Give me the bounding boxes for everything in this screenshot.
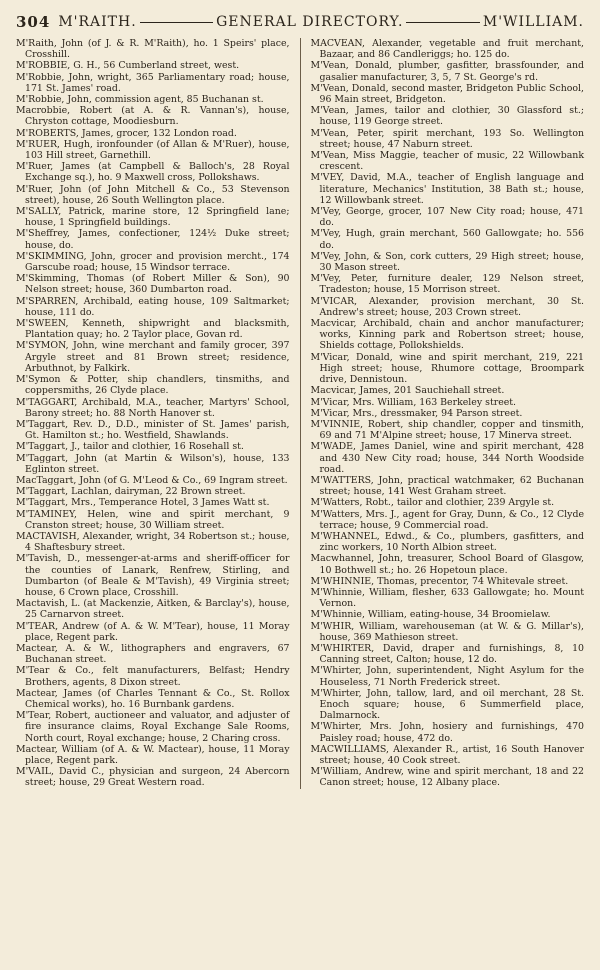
directory-entry: MACVEAN, Alexander, vegetable and fruit merchant, Bazaar, and 86 Candleriggs; ho. 125 do. [310, 38, 585, 61]
directory-entry: M'Whirter, John, superintendent, Night Asylum for the Houseless, 71 North Frederick street. [310, 665, 585, 688]
directory-entry: M'TEAR, Andrew (of A. & W. M'Tear), house, 11 Moray place, Regent park. [16, 620, 290, 643]
directory-entry: M'WHANNEL, Edwd., & Co., plumbers, gasfitters, and zinc workers, 10 North Albion street. [310, 530, 585, 554]
directory-entry: M'Vicar, Mrs. William, 163 Berkeley street. [310, 396, 517, 408]
page-number: 304 [16, 13, 51, 31]
directory-entry: M'Taggart, J., tailor and clothier, 16 Rosehall st. [16, 441, 244, 453]
directory-entry: M'RUER, Hugh, ironfounder (of Allan & M'Ruer), house, 103 Hill street, Garnethill. [16, 138, 290, 162]
directory-entry: M'Vean, Peter, spirit merchant, 193 So. Wellington street; house, 47 Naburn street. [310, 127, 585, 150]
directory-entry: M'SKIMMING, John, grocer and provision mercht., 174 Garscube road; house, 15 Windsor terrace. [16, 250, 290, 274]
directory-entry: M'Tear, Robert, auctioneer and valuator, and adjuster of fire insurance claims, Royal Exchange Sale Rooms, North court, Royal exchange; house, 2 Charing cross. [16, 710, 290, 744]
directory-entry: M'TAMINEY, Helen, wine and spirit merchant, 9 Cranston street; house, 30 William street. [16, 508, 290, 531]
directory-entry: M'VAIL, David C., physician and surgeon, 24 Abercorn street; house, 29 Great Western road. [16, 766, 290, 789]
directory-entry: M'William, Andrew, wine and spirit merchant, 18 and 22 Canon street; house, 12 Albany place. [310, 766, 585, 789]
directory-entry: M'Ruer, James (at Campbell & Balloch's, 28 Royal Exchange sq.), ho. 9 Maxwell cross, Pollokshaws. [16, 161, 290, 184]
page-header [16, 0, 584, 38]
directory-entry: M'WHIR, William, warehouseman (at W. & G. Millar's), house, 369 Mathieson street. [310, 620, 585, 643]
directory-entry: MACTAVISH, Alexander, wright, 34 Robertson st.; house, 4 Shaftesbury street. [16, 530, 290, 554]
directory-entry: M'Taggart, John (at Martin & Wilson's), house, 133 Eglinton street. [16, 452, 290, 475]
running-head [58, 14, 584, 30]
directory-entry: M'Whinnie, William, eating-house, 34 Broomielaw. [310, 609, 551, 621]
directory-entry: M'Symon & Potter, ship chandlers, tinsmiths, and coppersmiths, 26 Clyde place. [16, 374, 290, 397]
directory-entry: Macrobbie, Robert (at A. & R. Vannan's), house, Chryston cottage, Moodiesburn. [16, 105, 290, 128]
left-column [16, 38, 290, 789]
directory-entry: M'VICAR, Alexander, provision merchant, 30 St. Andrew's street; house, 203 Crown street. [310, 295, 585, 318]
column-divider [300, 38, 301, 789]
directory-entry: M'Sheffrey, James, confectioner, 124½ Duke street; house, do. [16, 228, 290, 251]
directory-entry: M'SALLY, Patrick, marine store, 12 Springfield lane; house, 1 Springfield buildings. [16, 206, 290, 229]
directory-entry: M'WHIRTER, David, draper and furnishings, 8, 10 Canning street, Calton; house, 12 do. [310, 642, 585, 666]
directory-entry: Mactear, William (of A. & W. Mactear), house, 11 Moray place, Regent park. [16, 743, 290, 766]
directory-entry: M'Taggart, Rev. D., D.D., minister of St. James' parish, Gt. Hamilton st.; ho. Westfield, Shawlands. [16, 418, 290, 442]
directory-entry: M'WADE, James Daniel, wine and spirit merchant, 428 and 430 New City road; house, 344 North Woodside road. [310, 441, 585, 475]
right-column [311, 38, 585, 789]
directory-entry: M'Tear & Co., felt manufacturers, Belfast; Hendry Brothers, agents, 8 Dixon street. [16, 665, 290, 688]
header-rule-left [140, 22, 213, 23]
directory-entry: M'Ruer, John (of John Mitchell & Co., 53 Stevenson street), house, 26 South Wellington place. [16, 183, 290, 206]
directory-entry: M'VEY, David, M.A., teacher of English language and literature, Mechanics' Institution, 38 Bath st.; house, 12 Willowbank street. [310, 172, 585, 206]
directory-entry: M'WATTERS, John, practical watchmaker, 62 Buchanan street; house, 141 West Graham street. [310, 474, 585, 498]
directory-entry: M'Vicar, Mrs., dressmaker, 94 Parson street. [310, 407, 523, 419]
directory-entry: Macvicar, James, 201 Sauchiehall street. [310, 385, 505, 397]
directory-entry: M'Vey, John, & Son, cork cutters, 29 High street; house, 30 Mason street. [310, 250, 585, 274]
header-rule-right [406, 22, 479, 23]
directory-entry: M'Skimming, Thomas (of Robert Miller & Son), 90 Nelson street; house, 360 Dumbarton road. [16, 273, 290, 296]
directory-entry: M'SYMON, John, wine merchant and family grocer, 397 Argyle street and 81 Brown street; residence, Arbuthnot, by Falkirk. [16, 340, 290, 374]
directory-entry: M'Raith, John (of J. & R. M'Raith), ho. 1 Speirs' place, Crosshill. [16, 38, 290, 61]
directory-entry: Macwhannel, John, treasurer, School Board of Glasgow, 10 Bothwell st.; ho. 26 Hopetoun place. [310, 553, 585, 576]
directory-columns [16, 38, 584, 789]
right-running-head: M'WILLIAM. [482, 14, 584, 30]
directory-entry: M'Vean, Donald, second master, Bridgeton Public School, 96 Main street, Bridgeton. [310, 82, 585, 106]
directory-entry: M'Robbie, John, commission agent, 85 Buchanan st. [16, 94, 264, 106]
directory-entry: M'Vey, Hugh, grain merchant, 560 Gallowgate; ho. 556 do. [310, 228, 585, 251]
directory-entry: M'Whinnie, William, flesher, 633 Gallowgate; ho. Mount Vernon. [310, 586, 585, 610]
directory-entry: M'Watters, Mrs. J., agent for Gray, Dunn, & Co., 12 Clyde terrace; house, 9 Commercial road. [310, 508, 585, 531]
directory-entry: Mactavish, L. (at Mackenzie, Aitken, & Barclay's), house, 25 Carnarvon street. [16, 598, 290, 621]
directory-entry: M'TAGGART, Archibald, M.A., teacher, Martyrs' School, Barony street; ho. 88 North Hanover st. [16, 396, 290, 419]
directory-entry: Mactear, James (of Charles Tennant & Co., St. Rollox Chemical works), ho. 16 Burnbank gardens. [16, 687, 290, 710]
directory-entry: Macvicar, Archibald, chain and anchor manufacturer; works, Kinning park and Robertson street; house, Shields cottage, Pollokshields. [310, 318, 585, 352]
directory-entry: M'Vicar, Donald, wine and spirit merchant, 219, 221 High street; house, Rhumore cottage, Broompark drive, Dennistoun. [310, 351, 585, 386]
directory-entry: M'Tavish, D., messenger-at-arms and sheriff-officer for the counties of Lanark, Renfrew, Stirling, and Dumbarton (of Beale & M'Tavish), 49 Virginia street; house, 6 Crown place, Crosshill. [16, 553, 290, 598]
directory-entry: Mactear, A. & W., lithographers and engravers, 67 Buchanan street. [16, 642, 290, 666]
directory-entry: M'Taggart, Mrs., Temperance Hotel, 3 James Watt st. [16, 497, 270, 509]
directory-entry: M'Vey, George, grocer, 107 New City road; house, 471 do. [310, 206, 585, 229]
directory-entry: MACWILLIAMS, Alexander R., artist, 16 South Hanover street; house, 40 Cook street. [310, 743, 585, 766]
directory-entry: M'Vean, James, tailor and clothier, 30 Glassford st.; house, 119 George street. [310, 105, 585, 128]
directory-entry: M'VINNIE, Robert, ship chandler, copper and tinsmith, 69 and 71 M'Alpine street; house, 17 Minerva street. [310, 418, 585, 442]
directory-entry: M'Whirter, Mrs. John, hosiery and furnishings, 470 Paisley road; house, 472 do. [310, 721, 585, 744]
directory-entry: M'Vean, Miss Maggie, teacher of music, 22 Willowbank crescent. [310, 150, 585, 173]
directory-entry: M'Robbie, John, wright, 365 Parliamentary road; house, 171 St. James' road. [16, 71, 290, 94]
directory-entry: M'ROBBIE, G. H., 56 Cumberland street, west. [16, 60, 240, 72]
directory-entry: M'Vey, Peter, furniture dealer, 129 Nelson street, Tradeston; house, 15 Morrison street. [310, 273, 585, 296]
directory-entry: MacTaggart, John (of G. M'Leod & Co., 69 Ingram street. [16, 474, 288, 486]
directory-entry: M'Watters, Robt., tailor and clothier, 239 Argyle st. [310, 497, 555, 509]
center-running-head: GENERAL DIRECTORY. [216, 14, 404, 30]
directory-entry: M'Taggart, Lachlan, dairyman, 22 Brown street. [16, 486, 246, 498]
left-running-head: M'RAITH. [58, 14, 137, 30]
directory-entry: M'ROBERTS, James, grocer, 132 London road. [16, 127, 237, 139]
directory-entry: M'SWEEN, Kenneth, shipwright and blacksmith, Plantation quay; ho. 2 Taylor place, Govan rd. [16, 318, 290, 341]
directory-entry: M'WHINNIE, Thomas, precentor, 74 Whitevale street. [310, 575, 569, 587]
directory-entry: M'SPARREN, Archibald, eating house, 109 Saltmarket; house, 111 do. [16, 295, 290, 318]
directory-entry: M'Whirter, John, tallow, lard, and oil merchant, 28 St. Enoch square; house, 6 Summerfield place, Dalmarnock. [310, 687, 585, 722]
directory-entry: M'Vean, Donald, plumber, gasfitter, brassfounder, and gasalier manufacturer, 3, 5, 7 St. George's rd. [310, 60, 585, 83]
